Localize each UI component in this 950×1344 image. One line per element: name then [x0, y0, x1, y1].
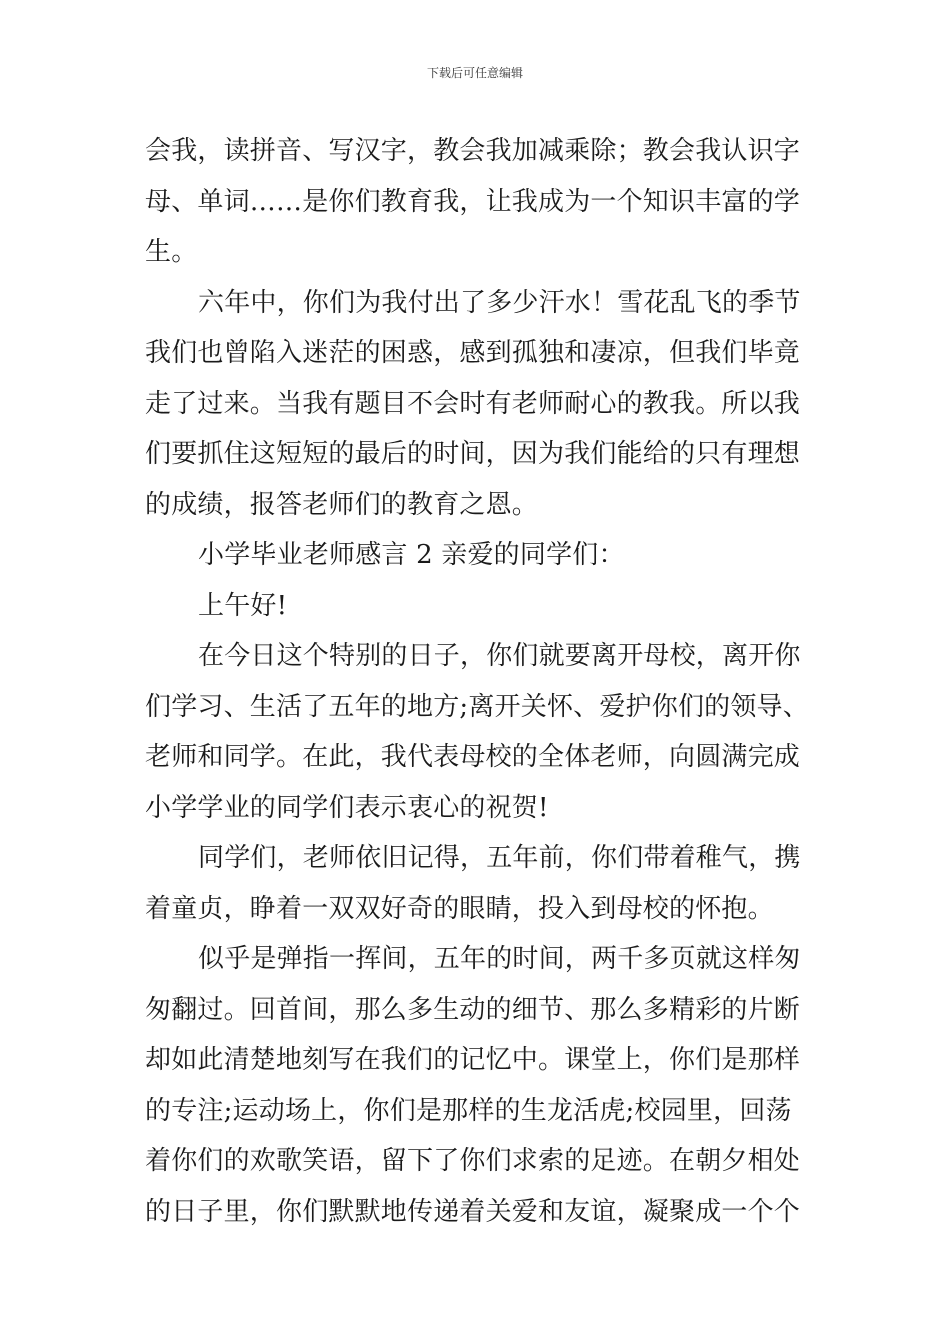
- text-line: 的成绩，报答老师们的教育之恩。: [145, 489, 539, 520]
- text-line: 老师和同学。在此，我代表母校的全体老师，向圆满完成: [145, 742, 801, 772]
- text-line: 们学习、生活了五年的地方;离开关怀、爱护你们的领导、: [145, 691, 809, 722]
- section-heading: 小学毕业老师感言 2 亲爱的同学们：: [198, 540, 625, 570]
- page-header: 下载后可任意编辑: [426, 66, 523, 80]
- text-line: 走了过来。当我有题目不会时有老师耐心的教我。所以我: [145, 388, 801, 419]
- text-line: 的专注;运动场上，你们是那样的生龙活虎;校园里，回荡: [145, 1095, 792, 1126]
- text-line: 会我，读拼音、写汉字，教会我加减乘除；教会我认识字: [145, 136, 801, 166]
- text-line: 小学学业的同学们表示衷心的祝贺!: [145, 792, 549, 823]
- text-line: 我们也曾陷入迷茫的困惑，感到孤独和凄凉，但我们毕竟: [145, 338, 801, 368]
- text-line: 却如此清楚地刻写在我们的记忆中。课堂上，你们是那样: [145, 1045, 801, 1075]
- text-line: 匆翻过。回首间，那么多生动的细节、那么多精彩的片断: [145, 994, 801, 1025]
- text-line: 生。: [145, 237, 198, 267]
- paragraph-first-line: 同学们，老师依旧记得，五年前，你们带着稚气，携: [198, 843, 801, 873]
- paragraph-first-line: 似乎是弹指一挥间，五年的时间，两千多页就这样匆: [198, 944, 801, 974]
- paragraph-first-line: 在今日这个特别的日子，你们就要离开母校，离开你: [198, 641, 801, 671]
- text-line: 着你们的欢歌笑语，留下了你们求索的足迹。在朝夕相处: [145, 1146, 801, 1176]
- paragraph-first-line: 六年中，你们为我付出了多少汗水！雪花乱飞的季节: [198, 287, 801, 318]
- text-line: 母、单词……是你们教育我，让我成为一个知识丰富的学: [145, 186, 801, 217]
- text-line: 的日子里，你们默默地传递着关爱和友谊，凝聚成一个个: [145, 1196, 801, 1227]
- text-line: 着童贞，睁着一双双好奇的眼睛，投入到母校的怀抱。: [145, 893, 774, 924]
- text-line: 们要抓住这短短的最后的时间，因为我们能给的只有理想: [145, 439, 801, 469]
- document-body: [145, 126, 807, 1237]
- greeting-line: 上午好!: [198, 590, 288, 621]
